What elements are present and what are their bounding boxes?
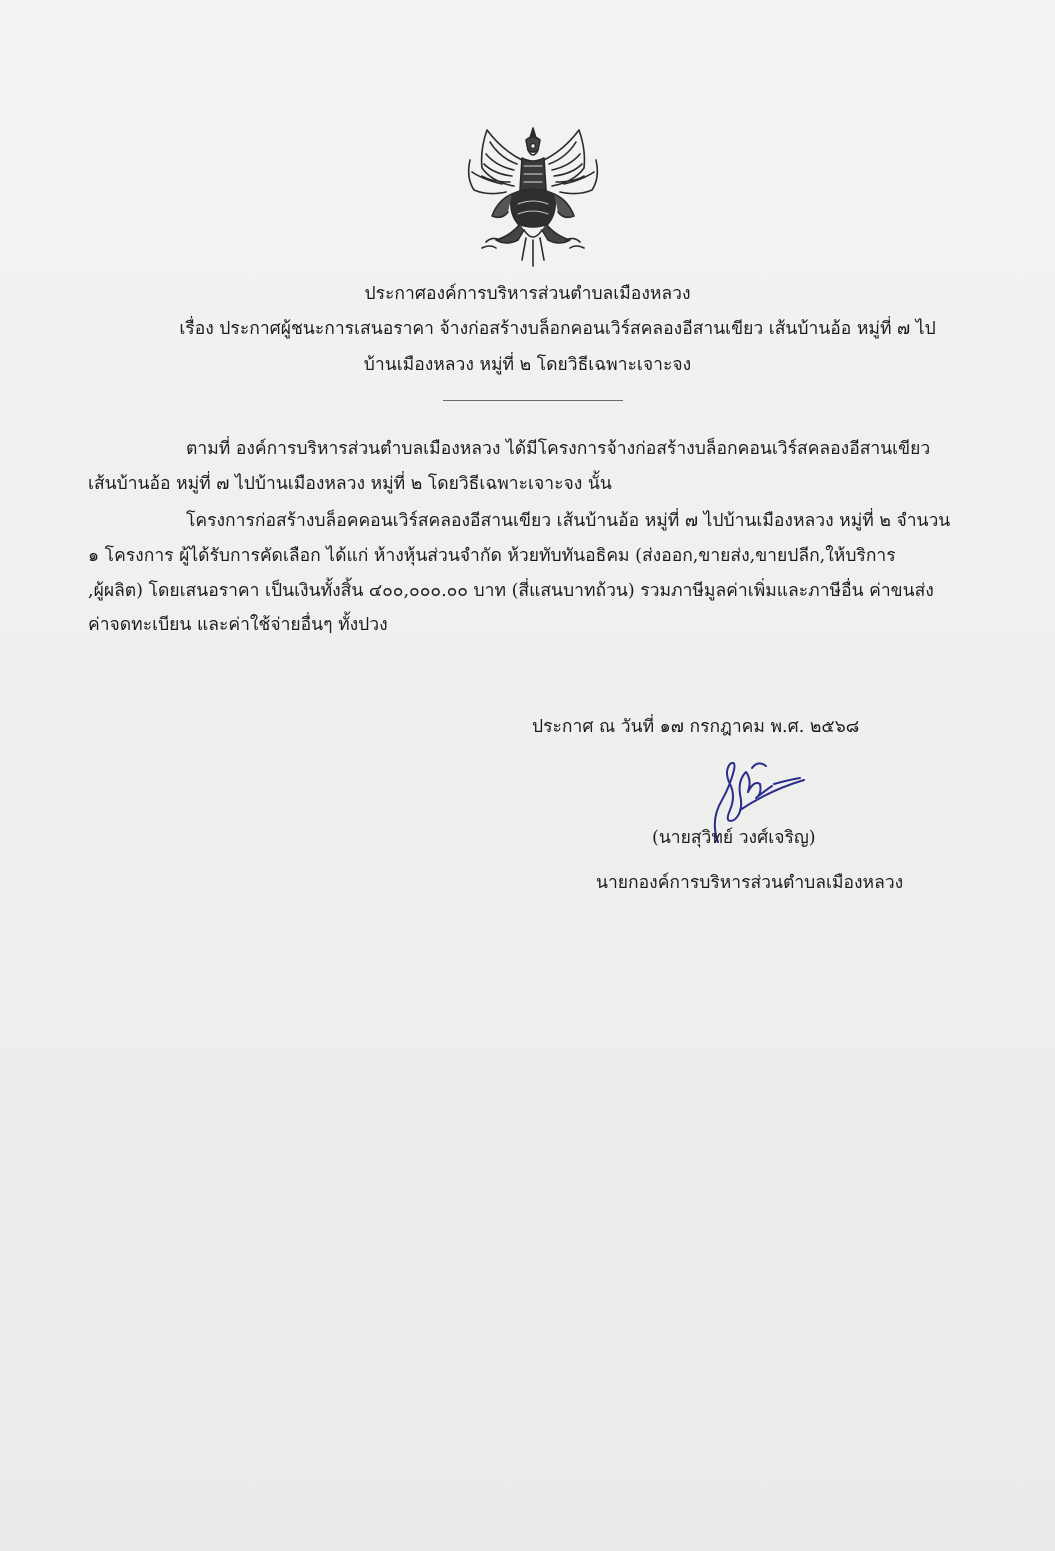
body-paragraph-1-line-1: ตามที่ องค์การบริหารส่วนตำบลเมืองหลวง ได้มีโครงการจ้างก่อสร้างบล็อกคอนเวิร์สคลองอีสานเขียว (186, 439, 931, 459)
garuda-emblem-icon (462, 120, 604, 270)
body-paragraph-1-line-2: เส้นบ้านอ้อ หมู่ที่ ๗ ไปบ้านเมืองหลวง หมู่ที่ ๒ โดยวิธีเฉพาะเจาะจง นั้น (88, 474, 612, 494)
announcement-subject-line-2: บ้านเมืองหลวง หมู่ที่ ๒ โดยวิธีเฉพาะเจาะจง (363, 355, 692, 375)
body-paragraph-2-line-1: โครงการก่อสร้างบล็อคคอนเวิร์สคลองอีสานเขียว เส้นบ้านอ้อ หมู่ที่ ๗ ไปบ้านเมืองหลวง หมู่ที่ ๒ จำนวน (186, 511, 951, 531)
signer-name: (นายสุวิทย์ วงศ์เจริญ) (652, 828, 816, 848)
announcement-date: ประกาศ ณ วันที่ ๑๗ กรกฎาคม พ.ศ. ๒๕๖๘ (532, 717, 860, 737)
body-paragraph-2-line-3: ,ผู้ผลิต) โดยเสนอราคา เป็นเงินทั้งสิ้น ๔๐๐,๐๐๐.๐๐ บาท (สี่แสนบาทถ้วน) รวมภาษีมูลค่าเพิ่มและภาษีอื่น ค่าขนส่ง (88, 581, 934, 601)
announcement-subject-line-1: เรื่อง ประกาศผู้ชนะการเสนอราคา จ้างก่อสร้างบล็อกคอนเวิร์สคลองอีสานเขียว เส้นบ้านอ้อ หมู่ที่ ๗ ไป (179, 319, 936, 339)
body-paragraph-2-line-2: ๑ โครงการ ผู้ได้รับการคัดเลือก ได้แก่ ห้างหุ้นส่วนจำกัด ห้วยทับทันอธิคม (ส่งออก,ขายส่ง,ขายปลีก,ให้บริการ (88, 546, 896, 566)
header-divider (443, 400, 623, 401)
body-paragraph-2-line-4: ค่าจดทะเบียน และค่าใช้จ่ายอื่นๆ ทั้งปวง (88, 615, 388, 635)
signer-title: นายกองค์การบริหารส่วนตำบลเมืองหลวง (596, 873, 904, 893)
announcement-title: ประกาศองค์การบริหารส่วนตำบลเมืองหลวง (364, 284, 691, 304)
